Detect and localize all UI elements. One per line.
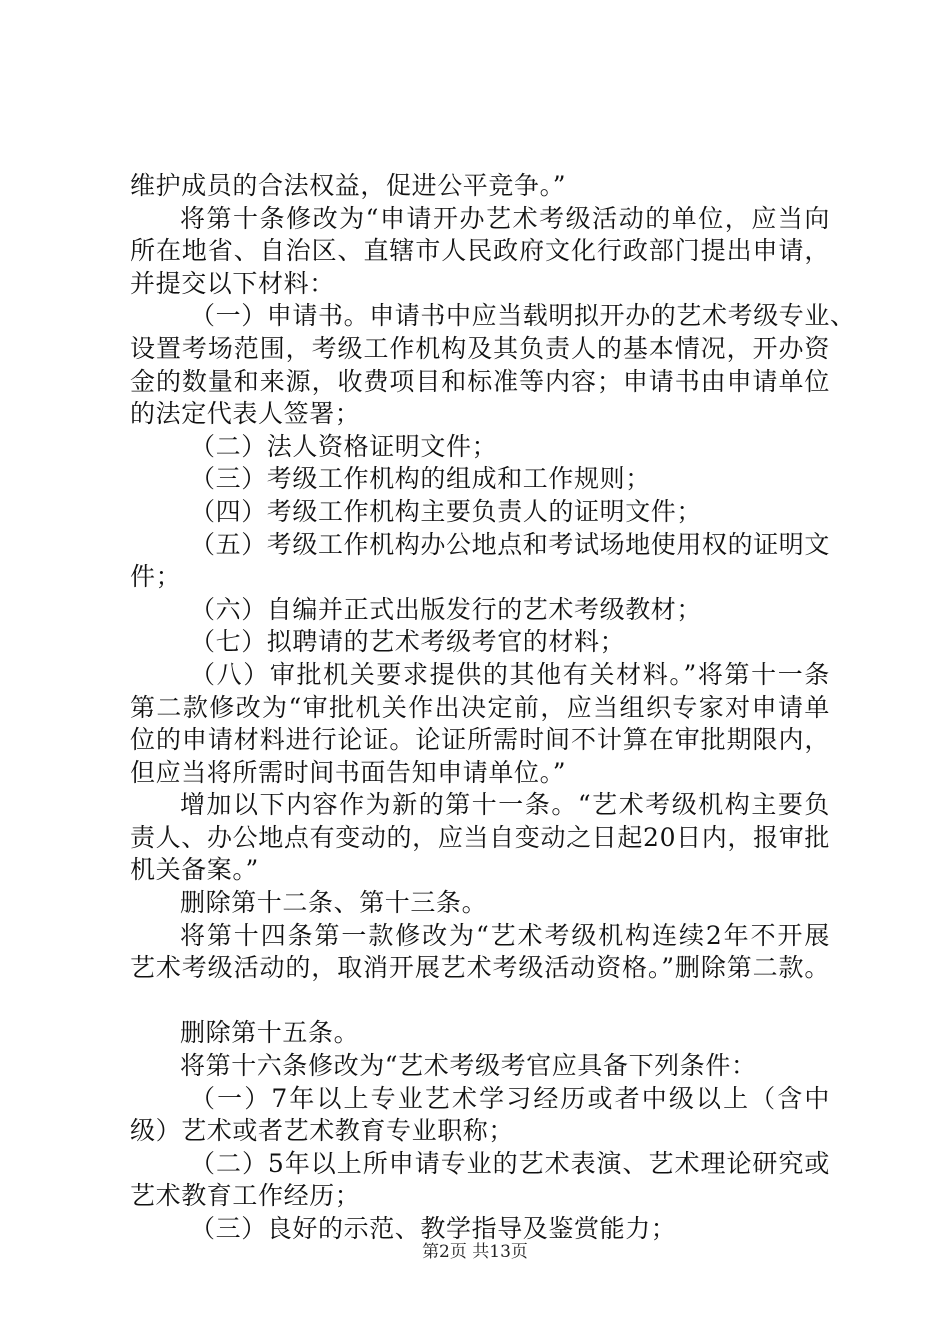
text-line: 第二款修改为“审批机关作出决定前，应当组织专家对申请单 xyxy=(130,692,830,722)
text-line: 金的数量和来源，收费项目和标准等内容；申请书由申请单位 xyxy=(130,366,830,396)
text-line: （七）拟聘请的艺术考级考官的材料； xyxy=(190,627,626,657)
text-line: 将第十四条第一款修改为“艺术考级机构连续2年不开展 xyxy=(180,920,830,950)
text-line: 艺术考级活动的，取消开展艺术考级活动资格。”删除第二款。 xyxy=(130,953,830,983)
text-line: 将第十条修改为“申请开办艺术考级活动的单位，应当向 xyxy=(180,203,830,233)
text-line: （一）申请书。申请书中应当载明拟开办的艺术考级专业、 xyxy=(190,301,856,331)
paragraph-gap xyxy=(130,985,830,1018)
text-line: 艺术教育工作经历； xyxy=(130,1181,361,1211)
text-line: 维护成员的合法权益，促进公平竞争。” xyxy=(130,171,567,200)
text-line: 设置考场范围，考级工作机构及其负责人的基本情况，开办资 xyxy=(130,333,830,363)
text-line: 级）艺术或者艺术教育专业职称； xyxy=(130,1116,515,1146)
text-line: （二）法人资格证明文件； xyxy=(190,431,498,461)
text-line: 所在地省、自治区、直辖市人民政府文化行政部门提出申请， xyxy=(130,236,830,266)
text-line: （三）良好的示范、教学指导及鉴赏能力； xyxy=(190,1214,677,1243)
text-line: 位的申请材料进行论证。论证所需时间不计算在审批期限内， xyxy=(130,725,830,755)
text-line: （四）考级工作机构主要负责人的证明文件； xyxy=(190,496,703,526)
text-line: （六）自编并正式出版发行的艺术考级教材； xyxy=(190,594,703,624)
page-number-footer: 第2页 共13页 xyxy=(422,1242,528,1262)
text-line: （三）考级工作机构的组成和工作规则； xyxy=(190,464,651,494)
text-line: （一）7年以上专业艺术学习经历或者中级以上（含中 xyxy=(190,1083,830,1113)
text-line: 责人、办公地点有变动的，应当自变动之日起20日内，报审批 xyxy=(130,822,830,852)
text-line: 将第十六条修改为“艺术考级考官应具备下列条件： xyxy=(180,1051,757,1081)
text-line: （二）5年以上所申请专业的艺术表演、艺术理论研究或 xyxy=(190,1148,830,1178)
document-body xyxy=(130,170,856,1246)
text-line: 增加以下内容作为新的第十一条。“艺术考级机构主要负 xyxy=(180,790,830,820)
text-line: （八）审批机关要求提供的其他有关材料。”将第十一条 xyxy=(190,659,830,689)
text-line: （五）考级工作机构办公地点和考试场地使用权的证明文 xyxy=(190,529,831,559)
text-line: 删除第十五条。 xyxy=(180,1018,360,1048)
text-line: 的法定代表人签署； xyxy=(130,399,361,429)
text-line: 并提交以下材料： xyxy=(130,268,335,298)
text-line: 删除第十二条、第十三条。 xyxy=(180,888,488,918)
text-line: 机关备案。” xyxy=(130,855,259,885)
text-line: 件； xyxy=(130,562,182,592)
text-line: 但应当将所需时间书面告知申请单位。” xyxy=(130,757,567,787)
